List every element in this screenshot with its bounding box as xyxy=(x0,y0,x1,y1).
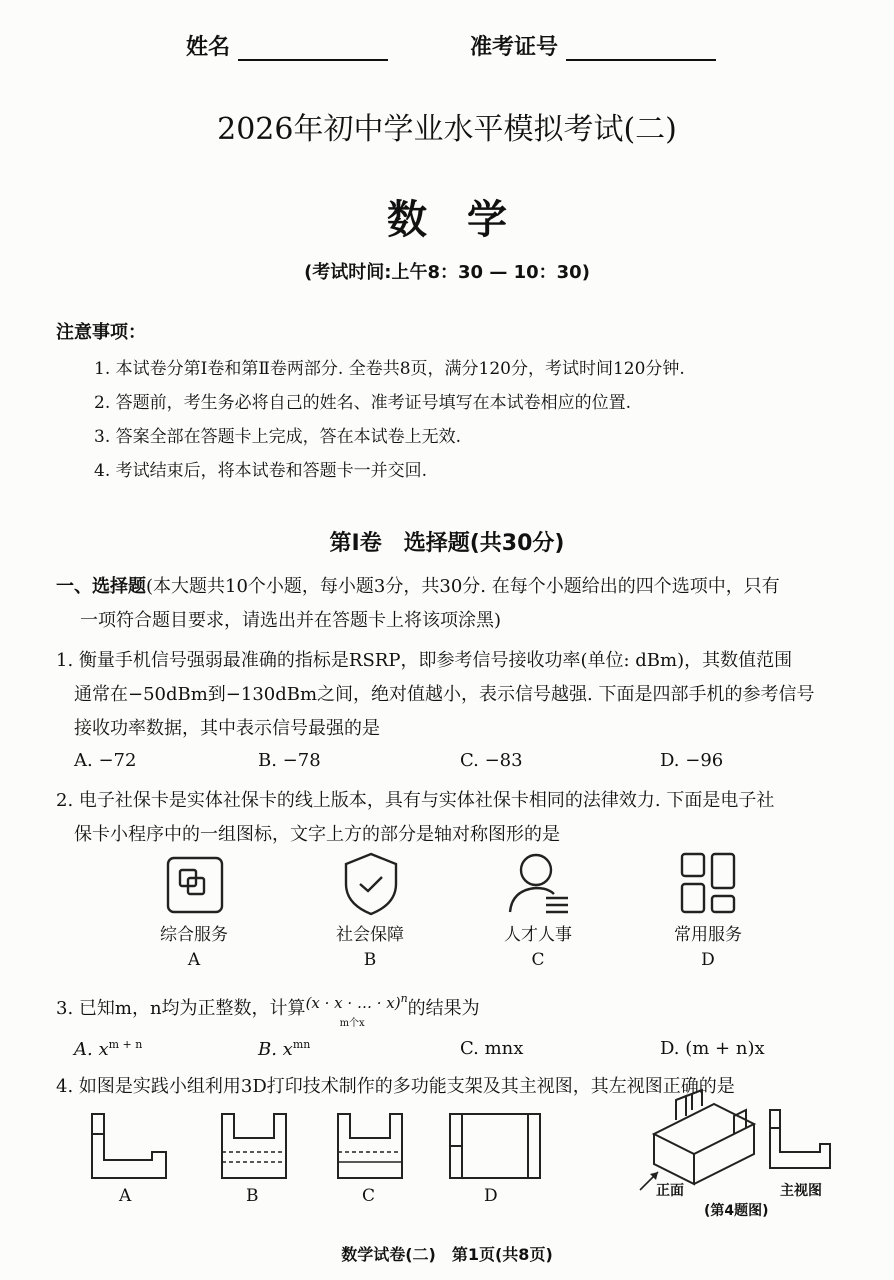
notice-item: 3. 答案全部在答题卡上完成，答在本试卷上无效. xyxy=(94,427,462,447)
subject-title: 数 学 xyxy=(387,197,507,243)
front-label: 正面 xyxy=(656,1183,684,1199)
q3-brace-text: (x · x · … · x) xyxy=(305,994,401,1012)
q4-stand-3d xyxy=(644,1094,764,1194)
q1-line: 通常在−50dBm到−130dBm之间，绝对值越小，表示信号越强. 下面是四部手机的参考信号 xyxy=(74,684,815,705)
q2-option-b[interactable]: B xyxy=(363,950,377,970)
q4-stem: 4. 如图是实践小组利用3D打印技术制作的多功能支架及其主视图，其左视图正确的是 xyxy=(56,1076,735,1097)
q2-line: 保卡小程序中的一组图标，文字上方的部分是轴对称图形的是 xyxy=(74,824,560,845)
name-field xyxy=(186,30,388,61)
q1-option-c[interactable]: C. −83 xyxy=(460,750,523,771)
q3-prefix: 3. 已知m，n均为正整数，计算 xyxy=(56,998,306,1019)
q2-option-d[interactable]: D xyxy=(701,950,715,970)
figure-caption: (第4题图) xyxy=(704,1203,769,1219)
grid-icon xyxy=(674,850,744,918)
q4-option-d[interactable]: D xyxy=(484,1186,498,1206)
icon-caption-a: 综合服务 xyxy=(160,925,228,945)
q3-option-d[interactable]: D. (m + n)x xyxy=(660,1038,765,1059)
main-view-label: 主视图 xyxy=(780,1183,822,1199)
q1-line: 接收功率数据，其中表示信号最强的是 xyxy=(74,718,380,739)
icon-caption-d: 常用服务 xyxy=(674,925,742,945)
q3-option-a-base: A. x xyxy=(74,1039,109,1060)
exam-title: 2026年初中学业水平模拟考试(二) xyxy=(217,112,677,147)
q4-figure-b xyxy=(220,1112,290,1182)
q3-option-a-sup: m + n xyxy=(108,1038,143,1051)
name-label: 姓名 xyxy=(186,35,231,60)
page-footer: 数学试卷(二) 第1页(共8页) xyxy=(341,1245,553,1264)
q4-figure-c xyxy=(336,1112,406,1182)
section-title: 第Ⅰ卷 选择题(共30分) xyxy=(329,531,565,556)
q2-line: 2. 电子社保卡是实体社保卡的线上版本，具有与实体社保卡相同的法律效力. 下面是电子社 xyxy=(56,790,775,811)
q4-figure-d xyxy=(448,1112,544,1182)
q3-option-a[interactable] xyxy=(74,1038,142,1060)
notice-item: 4. 考试结束后，将本试卷和答题卡一并交回. xyxy=(94,461,428,481)
q3-option-b-sup: mn xyxy=(292,1038,311,1051)
icon-caption-c: 人才人事 xyxy=(504,925,572,945)
notice-item: 1. 本试卷分第Ⅰ卷和第Ⅱ卷两部分. 全卷共8页，满分120分，考试时间120分钟. xyxy=(94,359,685,379)
q3-brace-label: m个x xyxy=(339,1018,365,1029)
q4-option-b[interactable]: B xyxy=(246,1186,259,1206)
q1-line: 1. 衡量手机信号强弱最准确的指标是RSRP，即参考信号接收功率(单位: dBm)，其数值范围 xyxy=(56,650,793,671)
shield-icon xyxy=(336,850,406,918)
exam-time: (考试时间:上午8：30 — 10：30) xyxy=(304,262,590,283)
q4-option-c[interactable]: C xyxy=(362,1186,376,1206)
q1-option-d[interactable]: D. −96 xyxy=(660,750,724,771)
part1-desc: (本大题共10个小题，每小题3分，共30分. 在每个小题给出的四个选项中，只有 xyxy=(146,576,780,597)
q1-option-a[interactable]: A. −72 xyxy=(74,750,137,771)
q3-exp: n xyxy=(400,992,408,1005)
q3-option-c[interactable]: C. mnx xyxy=(460,1038,524,1059)
q4-main-view xyxy=(768,1108,832,1174)
service-icon xyxy=(160,852,230,916)
q2-option-c[interactable]: C xyxy=(531,950,545,970)
q4-option-a[interactable]: A xyxy=(119,1186,132,1206)
q2-option-a[interactable]: A xyxy=(187,950,201,970)
person-icon xyxy=(504,850,574,916)
notice-item: 2. 答题前，考生务必将自己的姓名、准考证号填写在本试卷相应的位置. xyxy=(94,393,632,413)
id-field xyxy=(470,30,716,61)
q3-option-b-base: B. x xyxy=(258,1039,293,1060)
name-blank[interactable] xyxy=(238,37,388,61)
q3-brace-expr xyxy=(305,992,408,1029)
part1-lead: 一、选择题 xyxy=(56,576,146,597)
icon-caption-b: 社会保障 xyxy=(336,925,404,945)
q1-option-b[interactable]: B. −78 xyxy=(258,750,321,771)
part1-line1 xyxy=(56,572,780,598)
q3-stem xyxy=(56,992,480,1029)
q3-suffix: 的结果为 xyxy=(407,998,480,1019)
q3-option-b[interactable] xyxy=(258,1038,310,1060)
part1-line2: 一项符合题目要求，请选出并在答题卡上将该项涂黑) xyxy=(80,610,502,631)
q4-figure-a xyxy=(90,1112,170,1182)
id-label: 准考证号 xyxy=(470,35,559,60)
notice-heading: 注意事项： xyxy=(56,322,146,343)
id-blank[interactable] xyxy=(566,37,716,61)
